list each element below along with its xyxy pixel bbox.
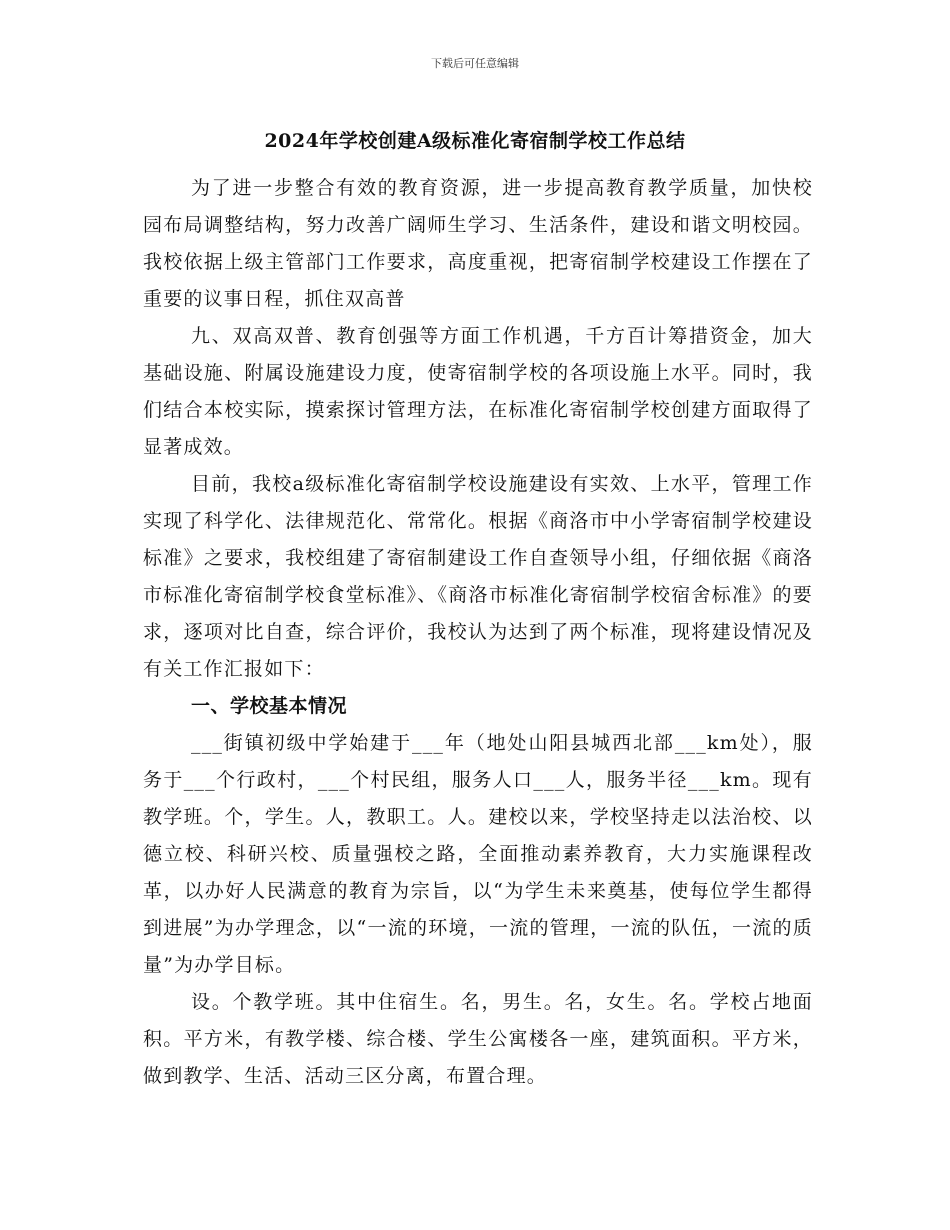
document-title: 2024年学校创建A级标准化寄宿制学校工作总结 <box>264 130 686 152</box>
intro-paragraph-2: 九、双高双普、教育创强等方面工作机遇，千方百计筹措资金，加大基础设施、附属设施建设力度，使寄宿制学校的各项设施上水平。同时，我们结合本校实际，摸索探讨管理方法，在标准化寄宿制学校创建方面取得了显著成效。 <box>143 325 813 458</box>
page-header-note: 下载后可任意编辑 <box>431 57 519 70</box>
intro-paragraph-1: 为了进一步整合有效的教育资源，进一步提高教育教学质量，加快校园布局调整结构，努力改善广阔师生学习、生活条件，建设和谐文明校园。我校依据上级主管部门工作要求，高度重视，把寄宿制学校建设工作摆在了重要的议事日程，抓住双高普 <box>143 177 813 310</box>
section-heading-basic-info: 一、学校基本情况 <box>191 695 348 717</box>
intro-paragraph-3: 目前，我校a级标准化寄宿制学校设施建设有实效、上水平，管理工作实现了科学化、法律规范化、常常化。根据《商洛市中小学寄宿制学校建设标准》之要求，我校组建了寄宿制建设工作自查领导小组，仔细依据《商洛市标准化寄宿制学校食堂标准》、《商洛市标准化寄宿制学校宿舍标准》的要求，逐项对比自查，综合评价，我校认为达到了两个标准，现将建设情况及有关工作汇报如下： <box>143 473 813 680</box>
section-1-paragraph-1: ___街镇初级中学始建于___年（地处山阳县城西北部___km处），服务于___个行政村，___个村民组，服务人口___人，服务半径___km。现有教学班。个，学生。人，教职工。人。建校以来，学校坚持走以法治校、以德立校、科研兴校、质量强校之路，全面推动素养教育，大力实施课程改革，以办好人民满意的教育为宗旨，以“为学生未来奠基，使每位学生都得到进展”为办学理念，以“一流的环境，一流的管理，一流的队伍，一流的质量”为办学目标。 <box>143 732 813 976</box>
document-body <box>143 170 813 1095</box>
section-1-paragraph-2: 设。个教学班。其中住宿生。名，男生。名，女生。名。学校占地面积。平方米，有教学楼、综合楼、学生公寓楼各一座，建筑面积。平方米，做到教学、生活、活动三区分离，布置合理。 <box>143 991 813 1087</box>
